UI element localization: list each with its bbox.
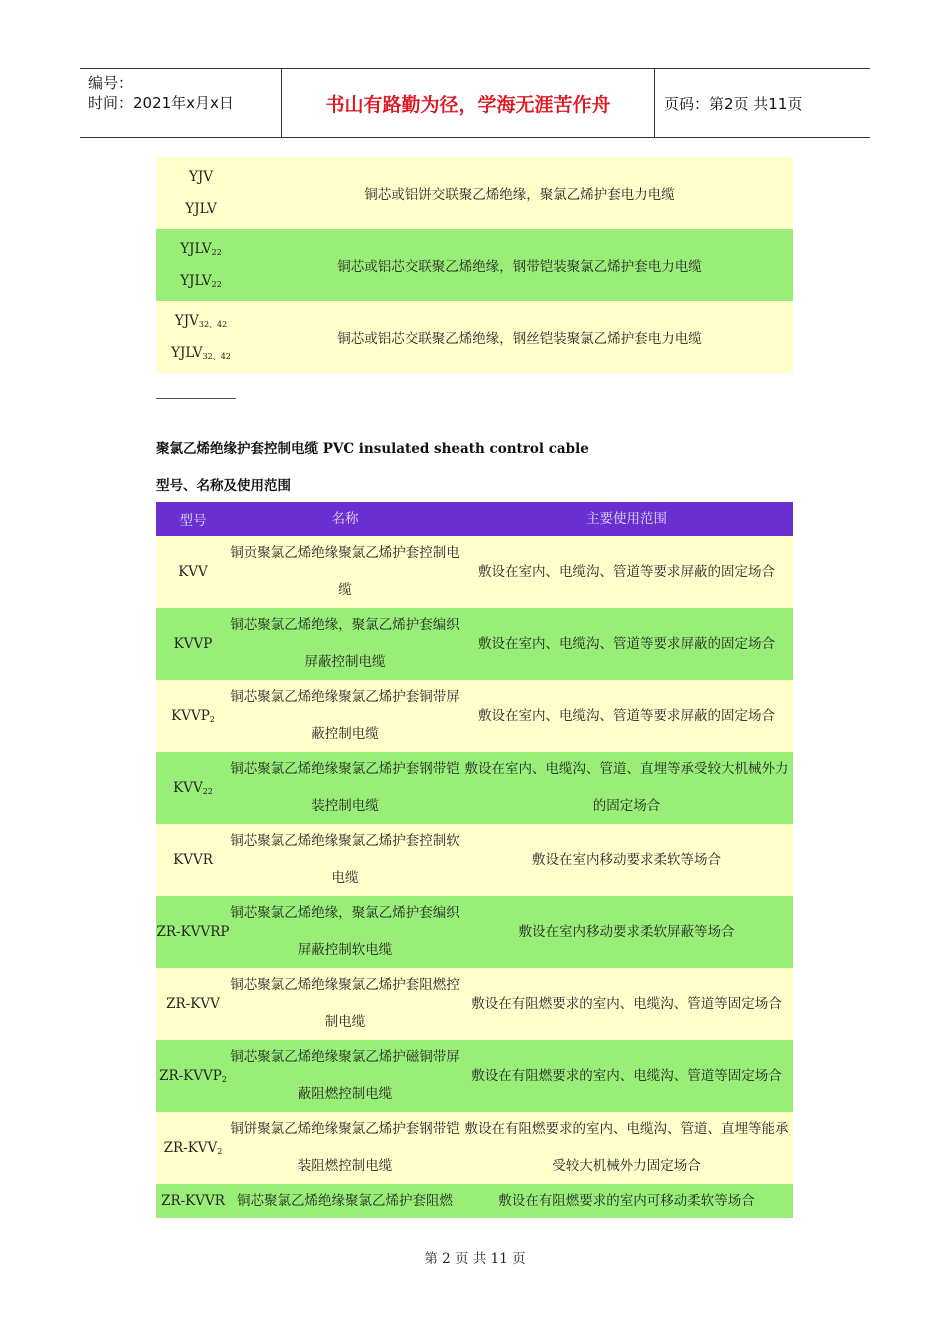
name-cell: 铜芯聚氯乙烯绝缘聚氯乙烯护套控制软电缆 [230, 833, 460, 886]
model-code: $YJLV_{22}$ [180, 241, 222, 257]
header-model: 型号 [179, 513, 207, 529]
table-row [156, 229, 793, 301]
model-cell: $ZR-KVV_2$ [163, 1140, 223, 1156]
table-body [156, 536, 793, 1218]
name-cell: 铜芯聚氯乙烯绝缘，聚氯乙烯护套编织屏蔽控制软电缆 [230, 905, 460, 958]
model-cell: KVVP [173, 636, 213, 652]
use-cell: 敷设在有阻燃要求的室内、电缆沟、管道等固定场合 [471, 1067, 782, 1084]
header-page-code: 页码：第2页 共11页 [664, 94, 803, 113]
name-cell: 铜饼聚氯乙烯绝缘聚氯乙烯护套钢带铠装阻燃控制电缆 [230, 1121, 460, 1174]
header-divider [654, 69, 655, 137]
use-cell: 敷设在室内、电缆沟、管道等要求屏蔽的固定场合 [478, 707, 775, 724]
table-row [156, 896, 793, 968]
control-cable-table [156, 502, 793, 1218]
table-row [156, 1112, 793, 1184]
table-row [156, 1040, 793, 1112]
model-cell [156, 301, 246, 373]
model-code: $YJLV_{22}$ [180, 273, 222, 289]
table-row [156, 824, 793, 896]
table-row [156, 301, 793, 373]
header-meta [88, 73, 283, 113]
table-header-row [156, 502, 793, 536]
name-cell: 铜芯聚氯乙烯绝缘聚氯乙烯护套铜带屏蔽控制电缆 [230, 689, 460, 742]
section-title: 聚氯乙烯绝缘护套控制电缆 PVC insulated sheath control cable [156, 441, 589, 457]
table-row [156, 1184, 793, 1218]
model-cell: KVVR [173, 852, 213, 868]
header-number-label: 编号： [88, 74, 134, 92]
separator-rule [156, 398, 236, 399]
use-cell: 敷设在室内、电缆沟、管道、直埋等承受较大机械外力的固定场合 [464, 761, 789, 814]
name-cell: 铜芯聚氯乙烯绝缘聚氯乙烯护套阻燃 [237, 1192, 453, 1209]
name-cell: 铜芯聚氯乙烯绝缘聚氯乙烯护套阻燃控制电缆 [230, 977, 460, 1030]
use-cell: 敷设在有阻燃要求的室内、电缆沟、管道、直埋等能承受较大机械外力固定场合 [464, 1121, 789, 1174]
use-cell: 敷设在室内、电缆沟、管道等要求屏蔽的固定场合 [478, 563, 775, 580]
name-cell: 铜芯聚氯乙烯绝缘，聚氯乙烯护套编织屏蔽控制电缆 [230, 617, 460, 670]
model-cell: ZR-KVVRP [156, 924, 230, 940]
header-time-label: 时间：2021年x月x日 [88, 94, 234, 112]
description-cell: 铜芯或铝芯交联聚乙烯绝缘，钢丝铠装聚氯乙烯护套电力电缆 [337, 331, 702, 347]
power-cable-table [156, 157, 793, 373]
use-cell: 敷设在有阻燃要求的室内、电缆沟、管道等固定场合 [471, 995, 782, 1012]
model-cell: KVV [178, 564, 208, 580]
table-row [156, 968, 793, 1040]
description-cell: 铜芯或铝饼交联聚乙烯绝缘，聚氯乙烯护套电力电缆 [364, 187, 675, 203]
model-cell [156, 229, 246, 301]
table-row [156, 157, 793, 229]
name-cell: 铜芯聚氯乙烯绝缘聚氯乙烯护磁铜带屏蔽阻燃控制电缆 [230, 1049, 460, 1102]
page-header [80, 68, 870, 138]
table-row [156, 608, 793, 680]
name-cell: 铜芯聚氯乙烯绝缘聚氯乙烯护套钢带铠装控制电缆 [230, 761, 460, 814]
use-cell: 敷设在室内移动要求柔软等场合 [532, 851, 721, 868]
section-subtitle: 型号、名称及使用范围 [156, 478, 291, 494]
model-code: $YJLV_{32、42}$ [171, 344, 231, 361]
use-cell: 敷设在有阻燃要求的室内可移动柔软等场合 [498, 1192, 755, 1209]
header-use: 主要使用范围 [586, 510, 667, 527]
model-code: YJV [188, 169, 214, 185]
model-cell: $KVVP_2$ [171, 708, 215, 724]
model-cell: ZR-KVV [166, 996, 220, 1012]
name-cell: 铜贡聚氯乙烯绝缘聚氯乙烯护套控制电缆 [230, 545, 460, 598]
page-footer: 第 2 页 共 11 页 [424, 1251, 526, 1267]
use-cell: 敷设在室内移动要求柔软屏蔽等场合 [518, 923, 735, 940]
model-cell: $KVV_{22}$ [173, 780, 213, 796]
header-name: 名称 [331, 510, 359, 527]
model-code: YJLV [185, 201, 217, 217]
model-cell [156, 157, 246, 229]
model-cell: ZR-KVVR [161, 1193, 225, 1209]
use-cell: 敷设在室内、电缆沟、管道等要求屏蔽的固定场合 [478, 635, 775, 652]
table-row [156, 680, 793, 752]
table-row [156, 752, 793, 824]
header-motto: 书山有路勤为径，学海无涯苦作舟 [325, 93, 611, 116]
description-cell: 铜芯或铝芯交联聚乙烯绝缘，钢带铠装聚氯乙烯护套电力电缆 [337, 259, 702, 275]
model-cell: $ZR-KVVP_2$ [159, 1068, 227, 1084]
table-row [156, 536, 793, 608]
model-code: $YJV_{32、42}$ [174, 312, 228, 329]
